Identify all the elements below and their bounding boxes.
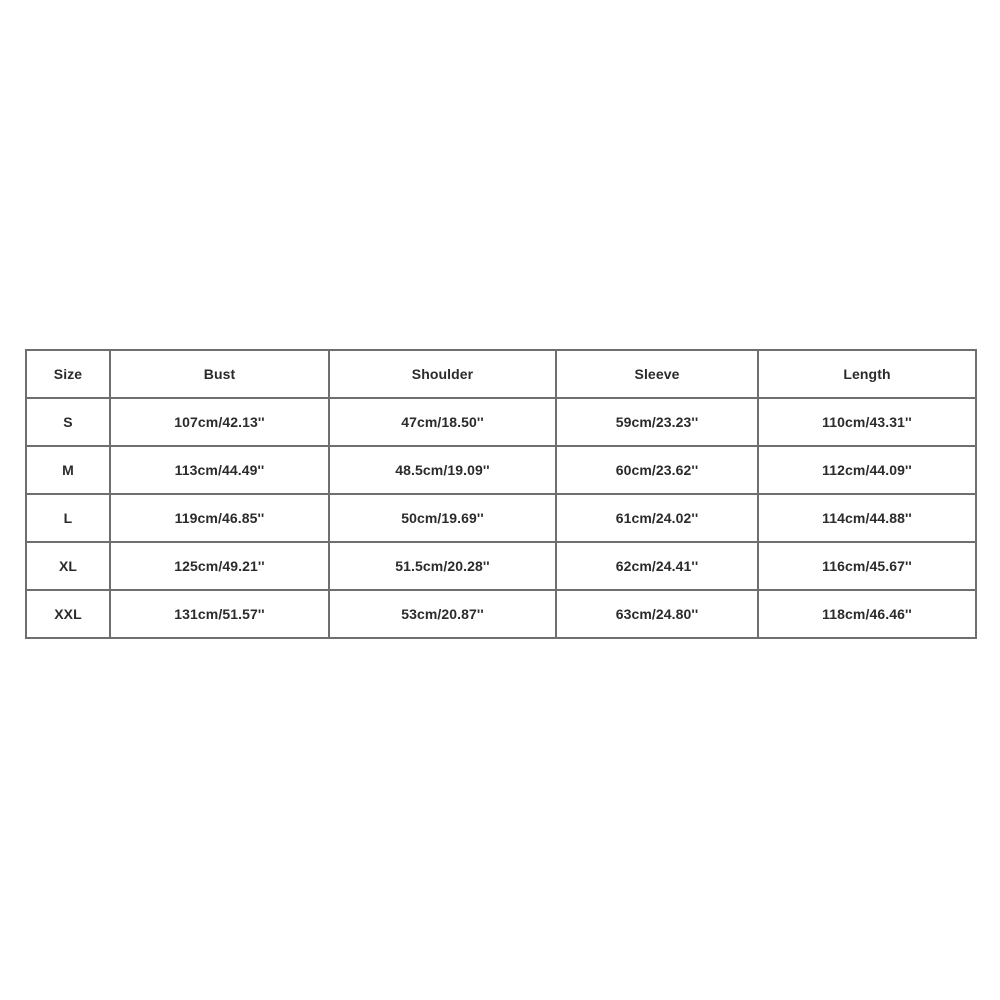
header-length: Length: [758, 350, 976, 398]
sleeve-cell: 62cm/24.41'': [556, 542, 758, 590]
shoulder-cell: 47cm/18.50'': [329, 398, 556, 446]
sleeve-cell: 63cm/24.80'': [556, 590, 758, 638]
bust-cell: 113cm/44.49'': [110, 446, 329, 494]
length-cell: 110cm/43.31'': [758, 398, 976, 446]
table-row: [26, 398, 976, 446]
size-cell: XL: [26, 542, 110, 590]
header-row: [26, 350, 976, 398]
length-cell: 114cm/44.88'': [758, 494, 976, 542]
length-cell: 116cm/45.67'': [758, 542, 976, 590]
shoulder-cell: 53cm/20.87'': [329, 590, 556, 638]
bust-cell: 107cm/42.13'': [110, 398, 329, 446]
bust-cell: 125cm/49.21'': [110, 542, 329, 590]
size-cell: S: [26, 398, 110, 446]
bust-cell: 119cm/46.85'': [110, 494, 329, 542]
header-size: Size: [26, 350, 110, 398]
table-row: [26, 446, 976, 494]
table-row: [26, 590, 976, 638]
length-cell: 118cm/46.46'': [758, 590, 976, 638]
shoulder-cell: 51.5cm/20.28'': [329, 542, 556, 590]
length-cell: 112cm/44.09'': [758, 446, 976, 494]
sleeve-cell: 60cm/23.62'': [556, 446, 758, 494]
size-cell: M: [26, 446, 110, 494]
header-shoulder: Shoulder: [329, 350, 556, 398]
header-sleeve: Sleeve: [556, 350, 758, 398]
header-bust: Bust: [110, 350, 329, 398]
sleeve-cell: 59cm/23.23'': [556, 398, 758, 446]
bust-cell: 131cm/51.57'': [110, 590, 329, 638]
sleeve-cell: 61cm/24.02'': [556, 494, 758, 542]
size-cell: L: [26, 494, 110, 542]
size-cell: XXL: [26, 590, 110, 638]
shoulder-cell: 48.5cm/19.09'': [329, 446, 556, 494]
table-row: [26, 542, 976, 590]
shoulder-cell: 50cm/19.69'': [329, 494, 556, 542]
table-row: [26, 494, 976, 542]
size-chart-table: [25, 349, 977, 639]
